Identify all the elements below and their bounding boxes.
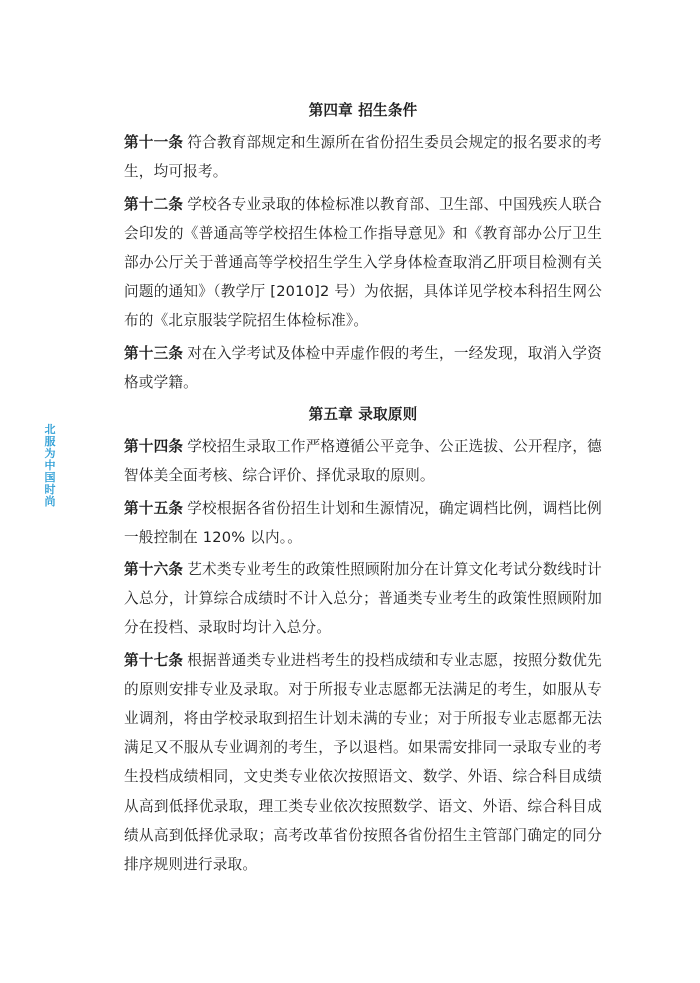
article-text: 艺术类专业考生的政策性照顾附加分在计算文化考试分数线时计入总分，计算综合成绩时不计入总分；普通类专业考生的政策性照顾附加分在投档、录取时均计入总分。 (124, 561, 602, 637)
article-number: 第十五条 (124, 499, 184, 517)
article-12 (124, 190, 602, 336)
article-number: 第十六条 (124, 561, 184, 579)
article-number: 第十七条 (124, 651, 184, 669)
article-13 (124, 339, 602, 397)
article-14 (124, 432, 602, 490)
chapter-heading: 第四章 招生条件 (308, 102, 418, 119)
article-text: 学校招生录取工作严格遵循公平竞争、公正选拔、公开程序，德智体美全面考核、综合评价、择优录取的原则。 (124, 438, 602, 485)
article-text: 学校根据各省份招生计划和生源情况，确定调档比例，调档比例一般控制在 120% 以内。。 (124, 499, 602, 546)
document-body (124, 96, 602, 879)
article-number: 第十一条 (124, 134, 184, 152)
article-text: 对在入学考试及体检中弄虚作假的考生，一经发现，取消入学资格或学籍。 (124, 344, 602, 391)
article-11 (124, 128, 602, 186)
article-number: 第十二条 (124, 195, 184, 213)
article-text: 符合教育部规定和生源所在省份招生委员会规定的报名要求的考生，均可报考。 (124, 134, 602, 181)
article-text: 根据普通类专业进档考生的投档成绩和专业志愿，按照分数优先的原则安排专业及录取。对于所报专业志愿都无法满足的考生，如服从专业调剂，将由学校录取到招生计划未满的专业；对于所报专业志愿都无法满足又不服从专业调剂的考生，予以退档。如果需安排同一录取专业的考生投档成绩相同，文史类专业依次按照语文、数学、外语、综合科目成绩从高到低择优录取，理工类专业依次按照数学、语文、外语、综合科目成绩从高到低择优录取；高考改革省份按照各省份招生主管部门确定的同分排序规则进行录取。 (124, 651, 602, 874)
article-text: 学校各专业录取的体检标准以教育部、卫生部、中国残疾人联合会印发的《普通高等学校招生体检工作指导意见》和《教育部办公厅卫生部办公厅关于普通高等学校招生学生入学身体检查取消乙肝项目检测有关问题的通知》（教学厅 [2010]2 号）为依据，具体详见学校本科招生网公布的《北京服装学院招生体检标准》。 (124, 195, 602, 330)
article-number: 第十三条 (124, 344, 184, 362)
article-16 (124, 555, 602, 643)
side-label-brand: 北服为中国时尚 (44, 423, 56, 508)
chapter-heading: 第五章 录取原则 (308, 406, 418, 424)
article-number: 第十四条 (124, 438, 184, 456)
article-15 (124, 494, 602, 552)
article-17 (124, 646, 602, 880)
